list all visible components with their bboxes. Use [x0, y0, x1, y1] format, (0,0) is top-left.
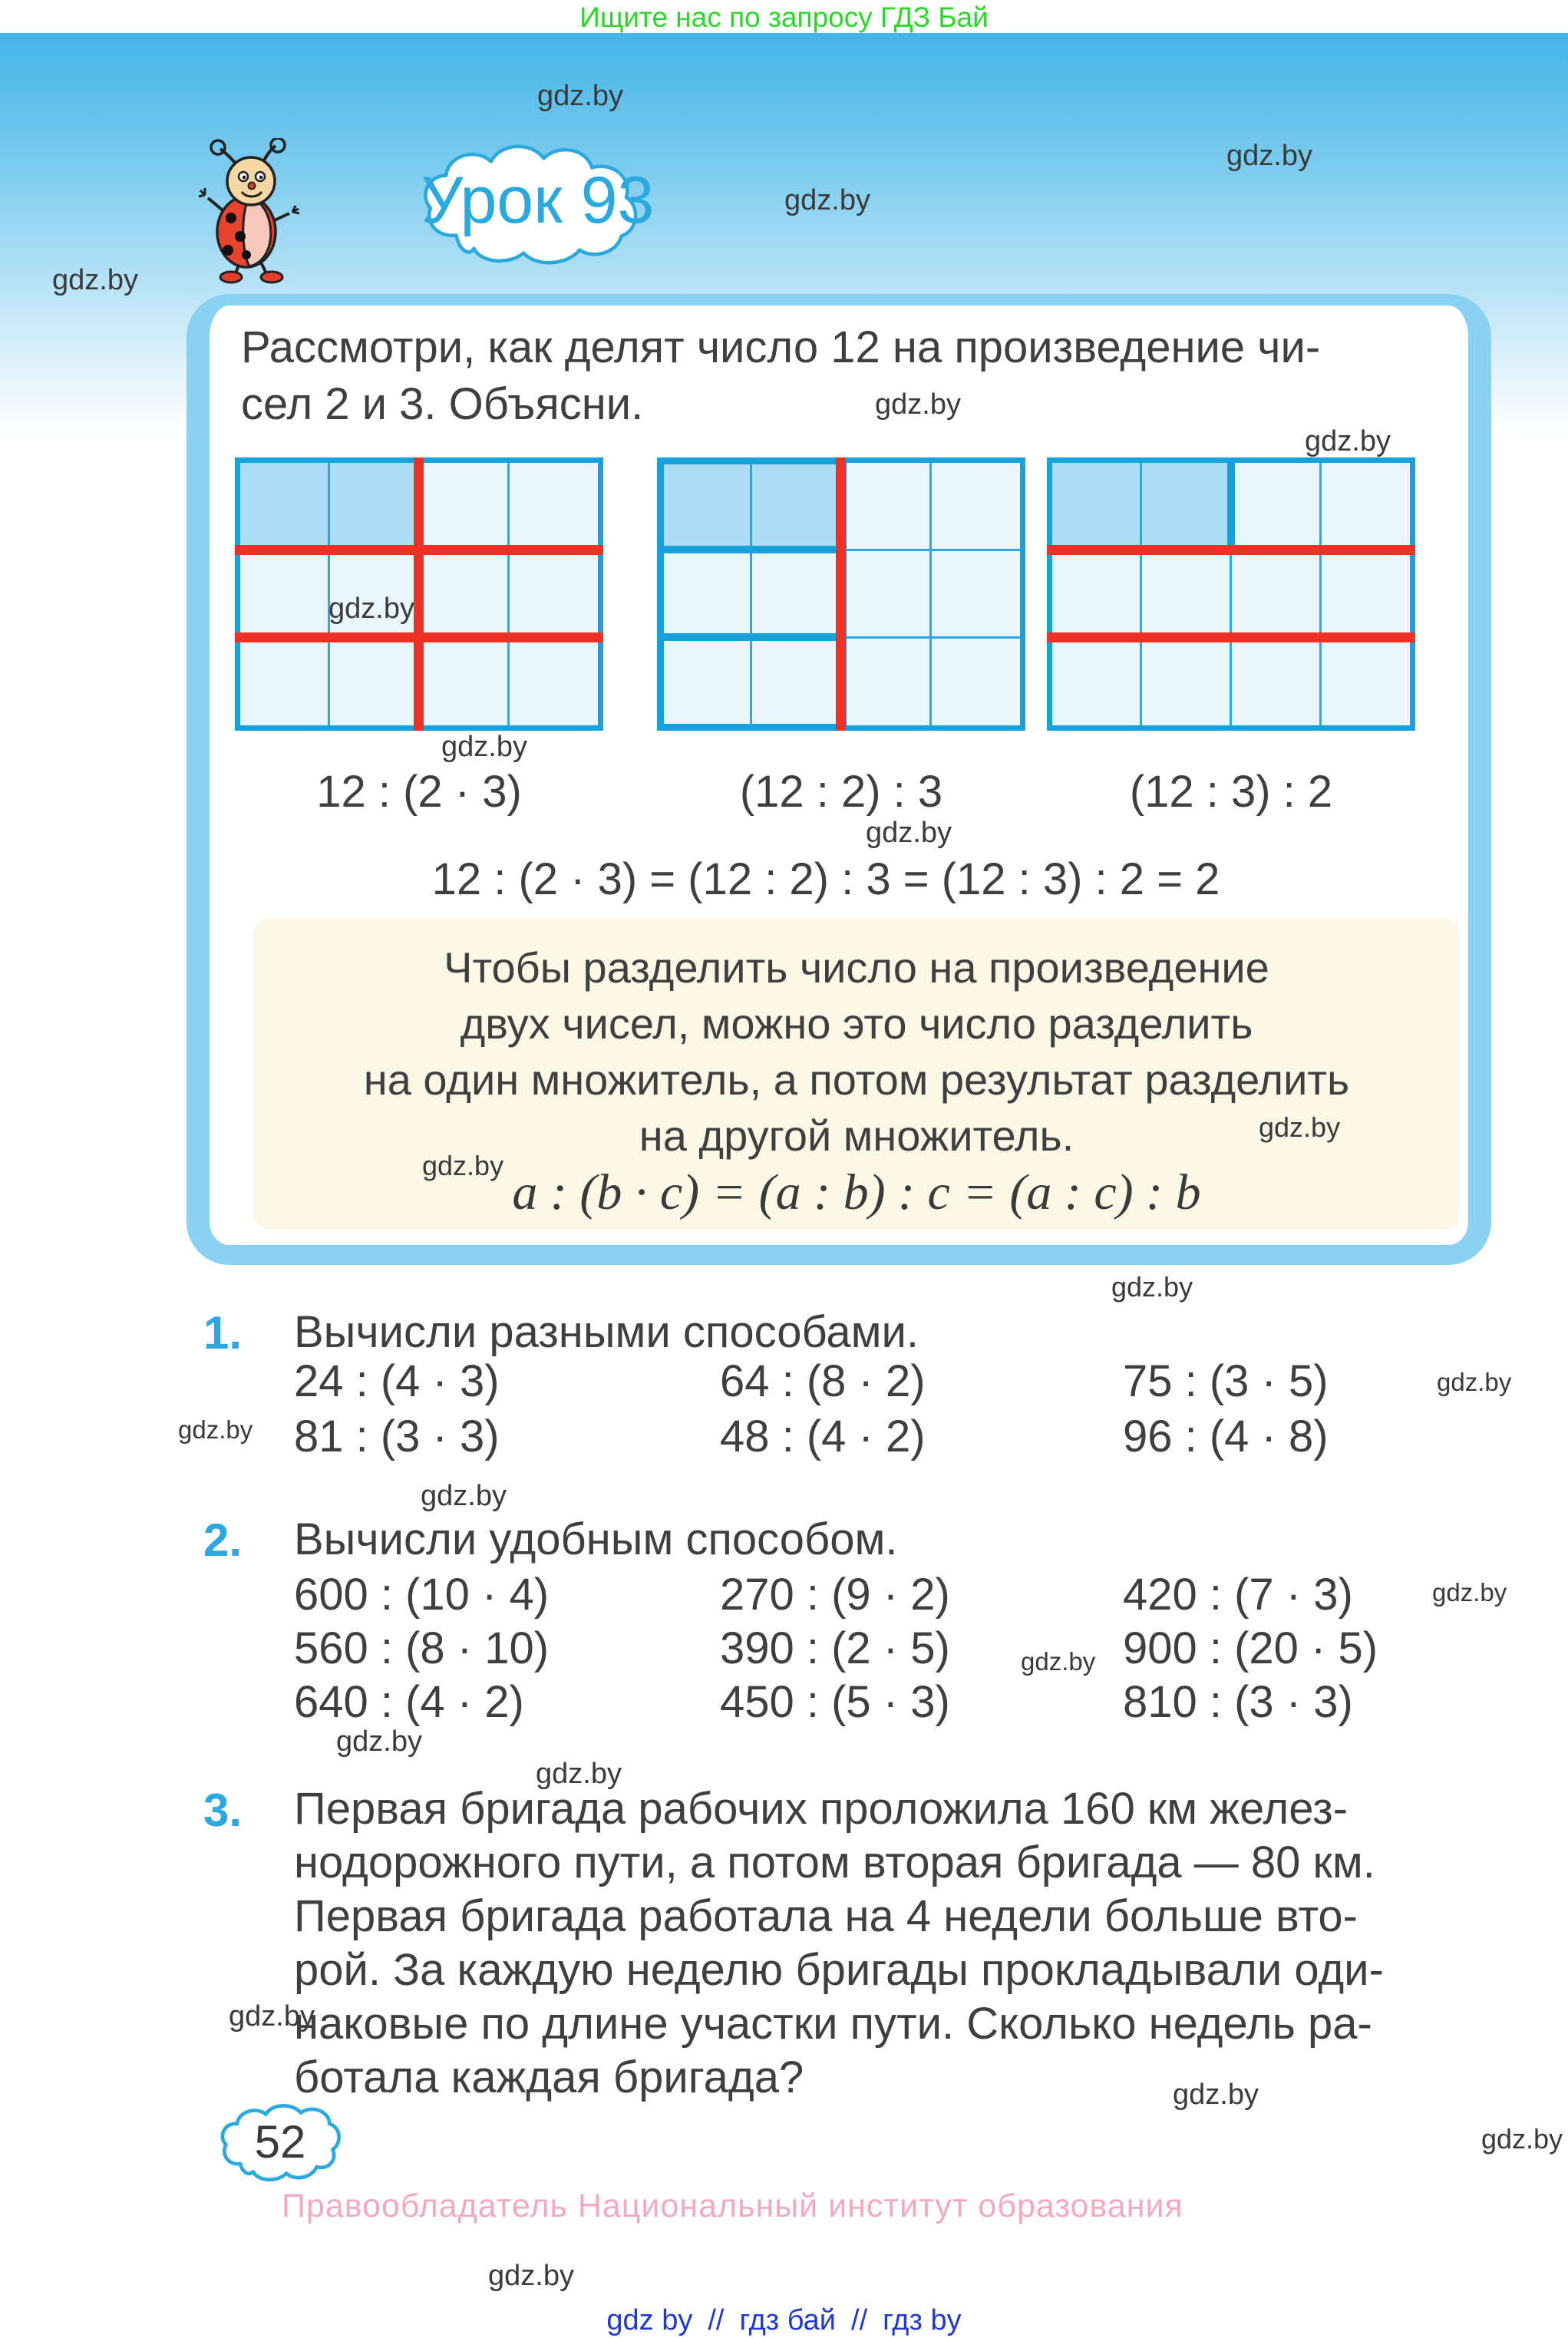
watermark-gdzby: gdz.by	[52, 264, 138, 296]
exercise-1-item: 24 : (4 · 3)	[294, 1356, 500, 1406]
exercise-1-item: 48 : (4 · 2)	[720, 1412, 926, 1461]
watermark-gdzby: gdz.by	[328, 593, 414, 625]
page-number: 52	[254, 2116, 306, 2168]
exercise-2-item: 450 : (5 · 3)	[720, 1677, 950, 1727]
watermark-gdzby: gdz.by	[1021, 1647, 1096, 1676]
exercise-2-row-1	[294, 1569, 1491, 1618]
exercise-3-line-5: наковые по длине участки пути. Сколько недель ра-	[294, 1999, 1372, 2049]
exercise-2-item: 640 : (4 · 2)	[294, 1677, 524, 1727]
watermark-gdzby: gdz.by	[537, 80, 623, 112]
exercise-3-line-1: Первая бригада рабочих проложила 160 км желез-	[294, 1784, 1348, 1834]
top-banner-text: Ищите нас по запросу ГДЗ Бай	[579, 2, 989, 33]
exercise-1-item: 96 : (4 · 8)	[1123, 1412, 1329, 1461]
division-grid-1	[235, 457, 603, 731]
exercise-1-title: Вычисли разными способами.	[294, 1307, 919, 1357]
combined-equation: 12 : (2 · 3) = (12 : 2) : 3 = (12 : 3) : 2 = 2	[431, 854, 1220, 904]
exercise-1-row-1	[294, 1356, 1491, 1405]
intro-line-2: сел 2 и 3. Объясни.	[241, 379, 644, 429]
exercise-2-number: 2.	[203, 1514, 243, 1566]
watermark-gdzby: gdz.by	[875, 388, 961, 421]
lesson-title: Урок 93	[421, 163, 655, 237]
exercise-2-item: 560 : (8 · 10)	[294, 1623, 550, 1673]
rule-line-2: двух чисел, можно это число разделить	[460, 999, 1253, 1048]
watermark-gdzby: gdz.by	[784, 184, 870, 216]
exercise-1-item: 75 : (3 · 5)	[1123, 1356, 1329, 1406]
grid1-red-divider-v	[414, 457, 424, 731]
exercise-2-item: 420 : (7 · 3)	[1123, 1570, 1353, 1620]
exercise-1-item: 81 : (3 · 3)	[294, 1412, 500, 1461]
division-grid-2	[657, 457, 1025, 731]
exercise-2-item: 390 : (2 · 5)	[720, 1623, 950, 1673]
watermark-gdzby: gdz.by	[441, 731, 527, 763]
division-grid-3	[1047, 457, 1415, 731]
watermark-gdzby: gdz.by	[178, 1415, 253, 1444]
watermark-gdzby: gdz.by	[1259, 1111, 1341, 1143]
watermark-gdzby: gdz.by	[1226, 140, 1312, 172]
exercise-2-item: 810 : (3 · 3)	[1123, 1677, 1353, 1727]
footer-link-gdz-by-2[interactable]: гдз by	[883, 2304, 962, 2336]
grid3-red-divider-h2	[1047, 632, 1415, 642]
watermark-gdzby: gdz.by	[336, 1725, 422, 1758]
exercise-2-title: Вычисли удобным способом.	[294, 1514, 898, 1564]
exercise-2-item: 900 : (20 · 5)	[1123, 1623, 1378, 1673]
copyright-text: Правообладатель Национальный институт образования	[282, 2188, 1183, 2224]
footer-link-gdz-bai[interactable]: гдз бай	[739, 2304, 837, 2336]
exercise-2-item: 270 : (9 · 2)	[720, 1570, 950, 1620]
ladybug-illustration	[196, 138, 311, 284]
grid-caption-1: 12 : (2 · 3)	[316, 767, 522, 817]
grid-caption-2: (12 : 2) : 3	[739, 767, 943, 817]
watermark-gdzby: gdz.by	[1111, 1271, 1193, 1303]
watermark-gdzby: gdz.by	[1305, 425, 1391, 457]
exercise-1-row-2	[294, 1411, 1491, 1460]
intro-line-1: Рассмотри, как делят число 12 на произведение чи-	[241, 322, 1321, 372]
watermark-gdzby: gdz.by	[421, 1480, 507, 1512]
watermark-gdzby: gdz.by	[422, 1150, 504, 1181]
watermark-gdzby: gdz.by	[1481, 2123, 1563, 2155]
rule-formula: a : (b · c) = (a : b) : c = (a : c) : b	[512, 1164, 1201, 1220]
exercise-2-row-2	[294, 1623, 1491, 1672]
exercise-3-line-6: ботала каждая бригада?	[294, 2052, 804, 2102]
watermark-gdzby: gdz.by	[1437, 1368, 1512, 1396]
exercise-3-line-3: Первая бригада работала на 4 недели больше вто-	[294, 1891, 1358, 1941]
footer-separator: //	[708, 2304, 725, 2336]
intro-text	[241, 319, 1320, 433]
exercise-2-row-3	[294, 1676, 1491, 1725]
rule-line-1: Чтобы разделить число на произведение	[444, 943, 1269, 992]
exercise-3-line-2: нодорожного пути, а потом вторая бригада — 80 км.	[294, 1838, 1375, 1887]
watermark-gdzby: gdz.by	[229, 2000, 315, 2033]
exercise-2-item: 600 : (10 · 4)	[294, 1570, 550, 1620]
grid2-left-half-frame	[657, 457, 847, 731]
exercise-3-text	[294, 1782, 1384, 2105]
exercise-1-item: 64 : (8 · 2)	[720, 1356, 926, 1406]
grid3-red-divider-h1	[1047, 545, 1415, 555]
grid-caption-3: (12 : 3) : 2	[1129, 767, 1333, 817]
footer-separator: //	[851, 2304, 868, 2336]
watermark-gdzby: gdz.by	[1173, 2079, 1259, 2111]
watermark-gdzby: gdz.by	[1432, 1578, 1507, 1607]
watermark-gdzby: gdz.by	[488, 2260, 574, 2292]
watermark-gdzby: gdz.by	[866, 817, 952, 849]
exercise-1-number: 1.	[203, 1307, 243, 1359]
footer-links	[0, 2304, 1568, 2337]
grid2-red-divider-v	[836, 457, 846, 731]
footer-link-gdz-by[interactable]: gdz by	[606, 2304, 693, 2336]
exercise-3-line-4: рой. За каждую неделю бригады прокладывали оди-	[294, 1945, 1384, 1995]
watermark-gdzby: gdz.by	[536, 1758, 622, 1790]
grid3-thick-divider-v	[1227, 463, 1235, 550]
exercise-3-number: 3.	[203, 1785, 243, 1836]
rule-line-3: на один множитель, а потом результат разделить	[363, 1055, 1350, 1104]
rule-line-4: на другой множитель.	[639, 1111, 1074, 1160]
